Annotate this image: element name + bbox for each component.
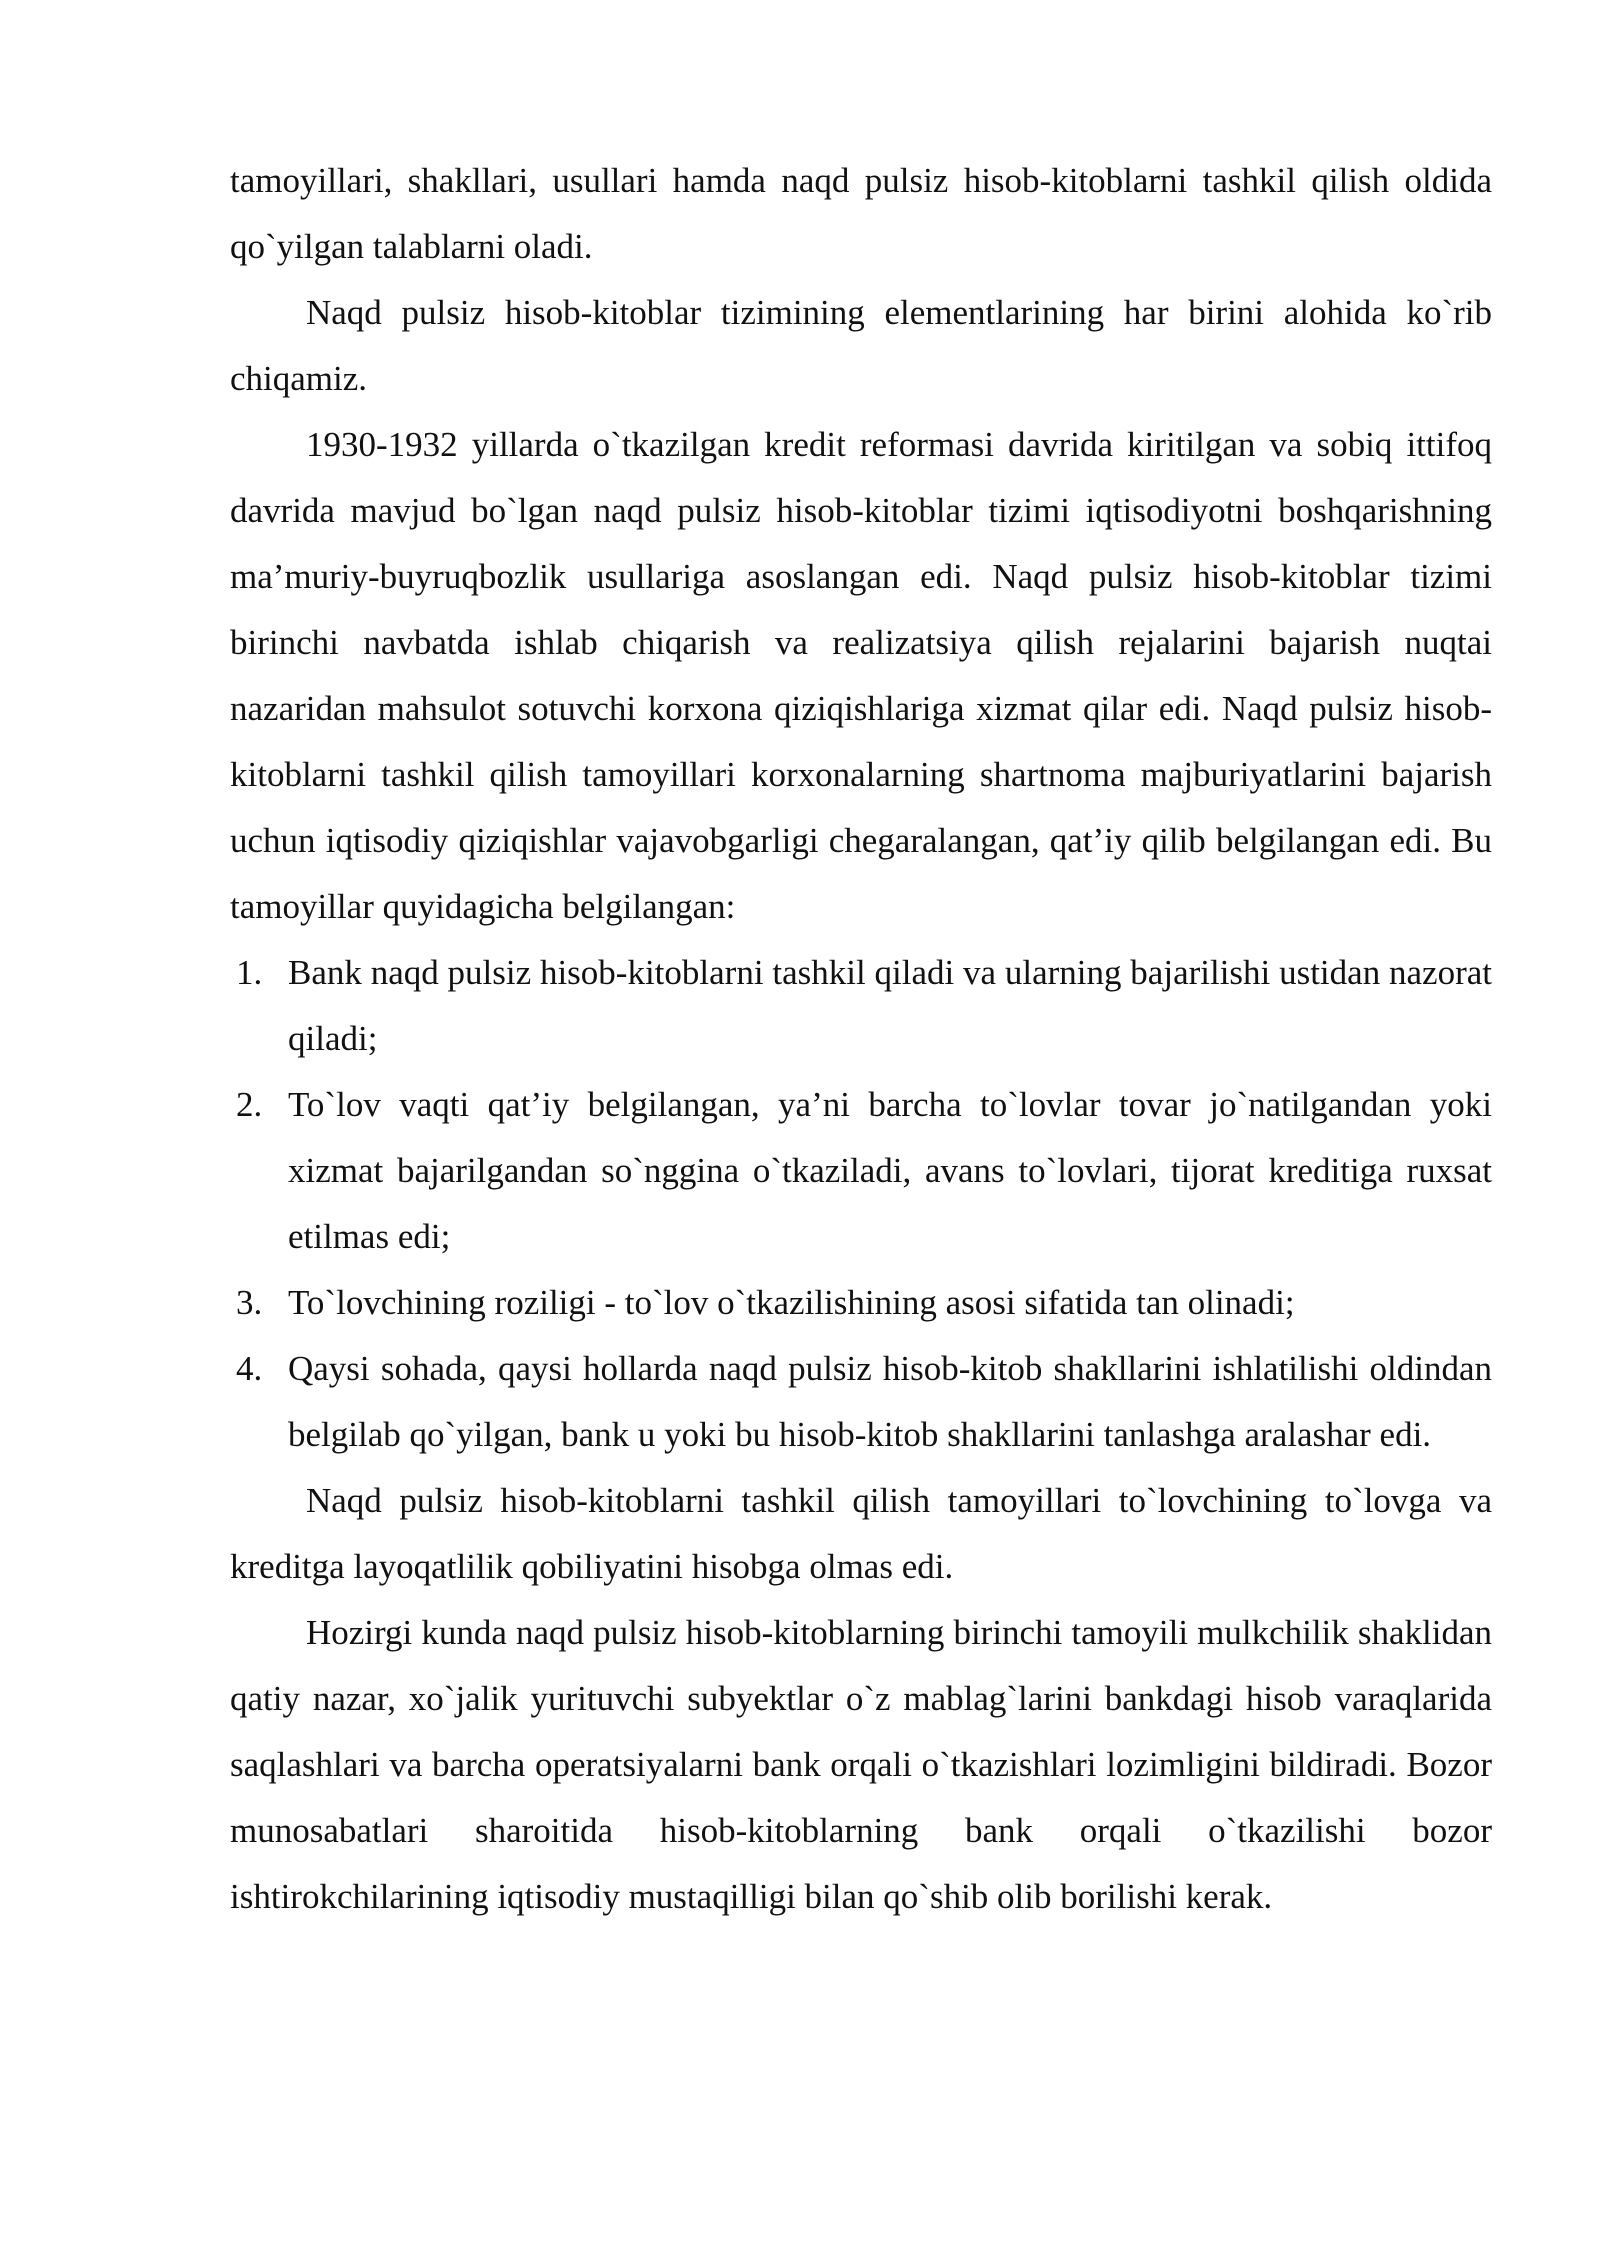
list-item-number: 3. (236, 1283, 263, 1322)
paragraph-solvency: Naqd pulsiz hisob-kitoblarni tashkil qilish tamoyillari to`lovchining to`lovga va kreditga layoqatlilik qobiliyatini hisobga olmas edi. (230, 1481, 1492, 1586)
list-item-number: 1. (236, 953, 263, 992)
paragraph-elements-intro: Naqd pulsiz hisob-kitoblar tizimining elementlarining har birini alohida ko`rib chiqamiz. (230, 293, 1492, 398)
list-item (230, 1072, 1492, 1270)
list-item-text: Qaysi sohada, qaysi hollarda naqd pulsiz hisob-kitob shakllarini ishlatilishi oldindan belgilab qo`yilgan, bank u yoki bu hisob-kitob shakllarini tanlashga aralashar edi. (288, 1349, 1492, 1454)
paragraph-continuation: tamoyillari, shakllari, usullari hamda naqd pulsiz hisob-kitoblarni tashkil qilish oldida qo`yilgan talablarni oladi. (230, 161, 1492, 266)
list-item-text: To`lovchining roziligi - to`lov o`tkazilishining asosi sifatida tan olinadi; (288, 1283, 1295, 1322)
list-item-text: Bank naqd pulsiz hisob-kitoblarni tashkil qiladi va ularning bajarilishi ustidan nazorat qiladi; (288, 953, 1492, 1058)
paragraph-credit-reform: 1930-1932 yillarda o`tkazilgan kredit reformasi davrida kiritilgan va sobiq ittifoq davrida mavjud bo`lgan naqd pulsiz hisob-kitoblar tizimi iqtisodiyotni boshqarishning ma’muriy-buyruqbozlik usullariga asoslangan edi. Naqd pulsiz hisob-kitoblar tizimi birinchi navbatda ishlab chiqarish va realizatsiya qilish rejalarini bajarish nuqtai nazaridan mahsulot sotuvchi korxona qiziqishlariga xizmat qilar edi. Naqd pulsiz hisob-kitoblarni tashkil qilish tamoyillari korxonalarning shartnoma majburiyatlarini bajarish uchun iqtisodiy qiziqishlar vajavobgarligi chegaralangan, qat’iy qilib belgilangan edi. Bu tamoyillar quyidagicha belgilangan: (230, 425, 1492, 926)
list-item-number: 4. (236, 1349, 263, 1388)
document-page (230, 148, 1492, 1930)
list-item (230, 1270, 1492, 1336)
paragraph-current-principle: Hozirgi kunda naqd pulsiz hisob-kitoblarning birinchi tamoyili mulkchilik shaklidan qatiy nazar, xo`jalik yurituvchi subyektlar o`z mablag`larini bankdagi hisob varaqlarida saqlashlari va barcha operatsiyalarni bank orqali o`tkazishlari lozimligini bildiradi. Bozor munosabatlari sharoitida hisob-kitoblarning bank orqali o`tkazilishi bozor ishtirokchilarining iqtisodiy mustaqilligi bilan qo`shib olib borilishi kerak. (230, 1613, 1492, 1916)
list-item-number: 2. (236, 1085, 263, 1124)
list-item (230, 1336, 1492, 1468)
list-item (230, 940, 1492, 1072)
principles-list (230, 940, 1492, 1468)
list-item-text: To`lov vaqti qat’iy belgilangan, ya’ni barcha to`lovlar tovar jo`natilgandan yoki xizmat bajarilgandan so`nggina o`tkaziladi, avans to`lovlari, tijorat kreditiga ruxsat etilmas edi; (288, 1085, 1492, 1256)
